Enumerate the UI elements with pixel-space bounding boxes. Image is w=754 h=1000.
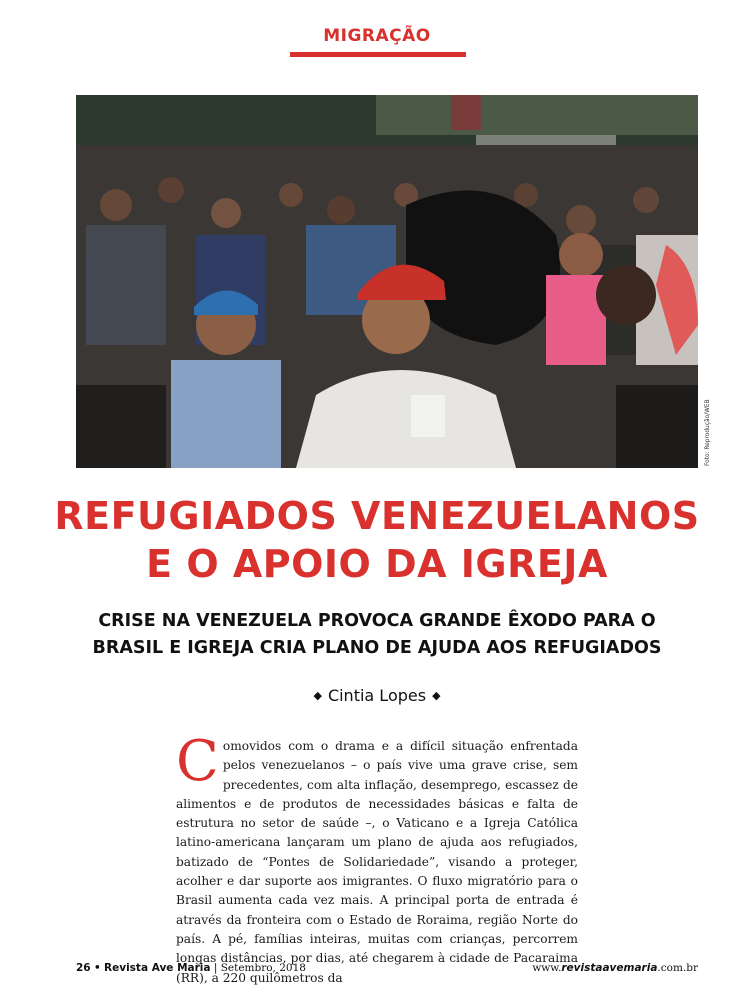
- section-label: MIGRAÇÃO: [323, 26, 431, 46]
- article-body-text: omovidos com o drama e a difícil situação enfrentada pelos venezuelanos – o país vive uma grave crise, sem precedentes, com alta inflação, desemprego, escassez de alimentos e de produtos de necessidades básicas e falta de estrutura no setor de saúde –, o Vaticano e a Igreja Católica latino-americana lançaram um plano de ajuda aos refugiados, batizado de “Pontes de Solidariedade”, visando a proteger, acolher e dar suporte aos imigrantes. O fluxo migratório para o Brasil aumenta cada vez mais. A principal porta de entrada é através da fronteira com o Estado de Roraima, região Norte do país. A pé, famílias inteiras, muitas com crianças, percorrem longas distâncias, por dias, até chegarem à cidade de Pacaraima (RR), a 220 quilômetros da: [176, 739, 578, 985]
- site-suffix: .com.br: [657, 962, 698, 974]
- headline-line-1: REFUGIADOS VENEZUELANOS: [54, 494, 700, 538]
- author-name: Cintia Lopes: [327, 686, 427, 705]
- dropcap: C: [176, 729, 219, 794]
- article-photo: [76, 95, 698, 468]
- magazine-name: Revista Ave Maria: [104, 962, 211, 974]
- site-prefix: www.: [532, 962, 562, 974]
- diamond-icon: ◆: [432, 689, 441, 702]
- article-body: [176, 729, 578, 988]
- footer-separator: |: [213, 962, 218, 974]
- headline: [0, 492, 754, 588]
- diamond-icon: ◆: [313, 689, 322, 702]
- footer-bullet: •: [93, 962, 101, 974]
- issue-date: Setembro, 2018: [220, 962, 306, 974]
- subheadline-line-1: CRISE NA VENEZUELA PROVOCA GRANDE ÊXODO PARA O: [98, 611, 656, 631]
- section-rule: [290, 52, 466, 57]
- subheadline-line-2: BRASIL E IGREJA CRIA PLANO DE AJUDA AOS REFUGIADOS: [92, 638, 662, 658]
- byline: [0, 686, 754, 705]
- footer-website: [532, 962, 698, 974]
- subheadline: [0, 608, 754, 662]
- site-name: revistaavemaria: [561, 962, 658, 974]
- footer-folio: [76, 962, 306, 974]
- photo-credit: Foto: Reprodução/WEB: [703, 399, 711, 466]
- page-number: 26: [76, 962, 91, 974]
- headline-line-2: E O APOIO DA IGREJA: [146, 542, 608, 586]
